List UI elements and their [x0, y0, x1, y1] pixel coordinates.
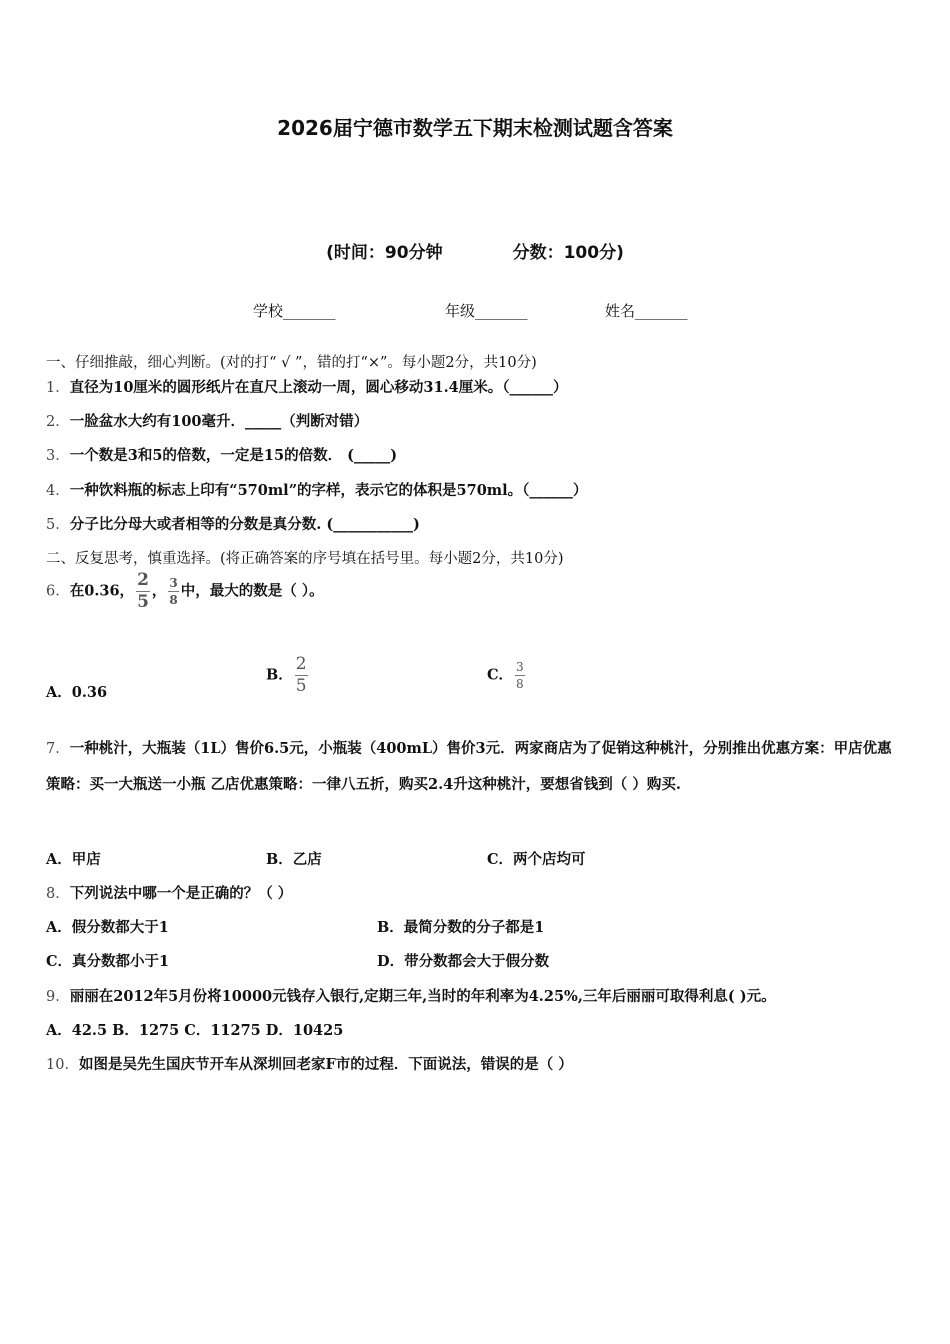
- score-label: 分数：100分): [512, 243, 624, 263]
- question-text: 如图是吴先生国庆节开车从深圳回老家F市的过程．下面说法，错误的是（ ）: [78, 1056, 573, 1073]
- question-number: 3．: [46, 448, 70, 464]
- question-4: [46, 479, 587, 500]
- q9-options[interactable]: A．42.5 B．1275 C．11275 D．10425: [46, 1022, 344, 1039]
- question-text: 丽丽在2012年5月份将10000元钱存入银行,定期三年,当时的年利率为4.25%,三年后丽丽可取得利息( )元。: [69, 988, 776, 1005]
- question-2: [46, 410, 368, 431]
- question-text: 一种桃汁，大瓶装（1L）售价6.5元，小瓶装（400mL）售价3元．两家商店为了促销这种桃汁，分别推出优惠方案：甲店优惠策略：买一大瓶送一小瓶 乙店优惠策略：一律八五折，购买2.4升这种桃汁，要想省钱到（ ）购买.: [46, 740, 892, 793]
- question-9: [46, 985, 776, 1006]
- question-number: 2．: [46, 414, 70, 430]
- question-number: 1．: [46, 380, 70, 396]
- question-text-post: 中，最大的数是（ ）。: [180, 582, 324, 600]
- option-label: C．: [487, 666, 514, 684]
- fraction-two-fifths: $\frac{2}{5}$: [137, 570, 149, 612]
- question-number: 4．: [46, 483, 70, 499]
- school-field[interactable]: 学校_______: [253, 302, 336, 320]
- q8-option-a[interactable]: A．假分数都大于1: [46, 919, 169, 936]
- question-text: 一个数是3和5的倍数，一定是15的倍数． (_____): [69, 447, 398, 464]
- q6-option-c[interactable]: [487, 661, 527, 690]
- question-text: 下列说法中哪一个是正确的？（ ）: [69, 885, 293, 902]
- q7-option-a[interactable]: A．甲店: [46, 851, 101, 868]
- fraction-three-eighths: $\frac{3}{8}$: [169, 576, 178, 607]
- page-title: 2026届宁德市数学五下期末检测试题含答案: [277, 116, 673, 140]
- question-7: [46, 731, 906, 803]
- question-number: 5．: [46, 517, 70, 533]
- time-label: (时间：90分钟: [326, 243, 443, 263]
- grade-field[interactable]: 年级_______: [445, 302, 528, 320]
- question-number: 9．: [46, 989, 70, 1005]
- question-text: 一种饮料瓶的标志上印有“570ml”的字样，表示它的体积是570ml。（______）: [69, 482, 588, 499]
- q7-option-c[interactable]: C．两个店均可: [487, 851, 586, 868]
- section2-heading: 二、反复思考，慎重选择。(将正确答案的序号填在括号里。每小题2分，共10分): [46, 551, 564, 567]
- question-8: [46, 882, 292, 903]
- question-text: 一脸盆水大约有100毫升．_____（判断对错）: [69, 413, 369, 430]
- section1-heading: 一、仔细推敲，细心判断。(对的打“ √ ”，错的打“×”。每小题2分，共10分): [46, 355, 537, 371]
- question-number: 6．: [46, 583, 70, 600]
- question-separator: ，: [151, 582, 167, 600]
- q7-option-b[interactable]: B．乙店: [266, 851, 322, 868]
- question-5: [46, 513, 420, 534]
- fraction-three-eighths: $\frac{3}{8}$: [516, 660, 524, 691]
- option-label: B．: [266, 666, 293, 684]
- q6-option-b[interactable]: [266, 656, 310, 695]
- question-text: 直径为10厘米的圆形纸片在直尺上滚动一周，圆心移动31.4厘米。（______）: [69, 379, 568, 396]
- q6-option-a[interactable]: A．0.36: [46, 684, 108, 701]
- name-field[interactable]: 姓名_______: [605, 302, 688, 320]
- question-number: 7．: [46, 741, 70, 757]
- fraction-two-fifths: $\frac{2}{5}$: [295, 654, 307, 696]
- question-text-pre: 在0.36，: [69, 582, 135, 600]
- question-number: 10．: [46, 1057, 79, 1073]
- question-3: [46, 444, 397, 465]
- question-text: 分子比分母大或者相等的分数是真分数. (___________): [69, 516, 420, 533]
- q8-option-b[interactable]: B．最简分数的分子都是1: [377, 919, 545, 936]
- question-number: 8．: [46, 886, 70, 902]
- question-10: [46, 1053, 573, 1074]
- exam-meta: [0, 238, 950, 263]
- question-6: [46, 572, 324, 611]
- question-1: [46, 376, 567, 397]
- q8-option-c[interactable]: C．真分数都小于1: [46, 953, 170, 970]
- q8-option-d[interactable]: D．带分数都会大于假分数: [377, 953, 550, 970]
